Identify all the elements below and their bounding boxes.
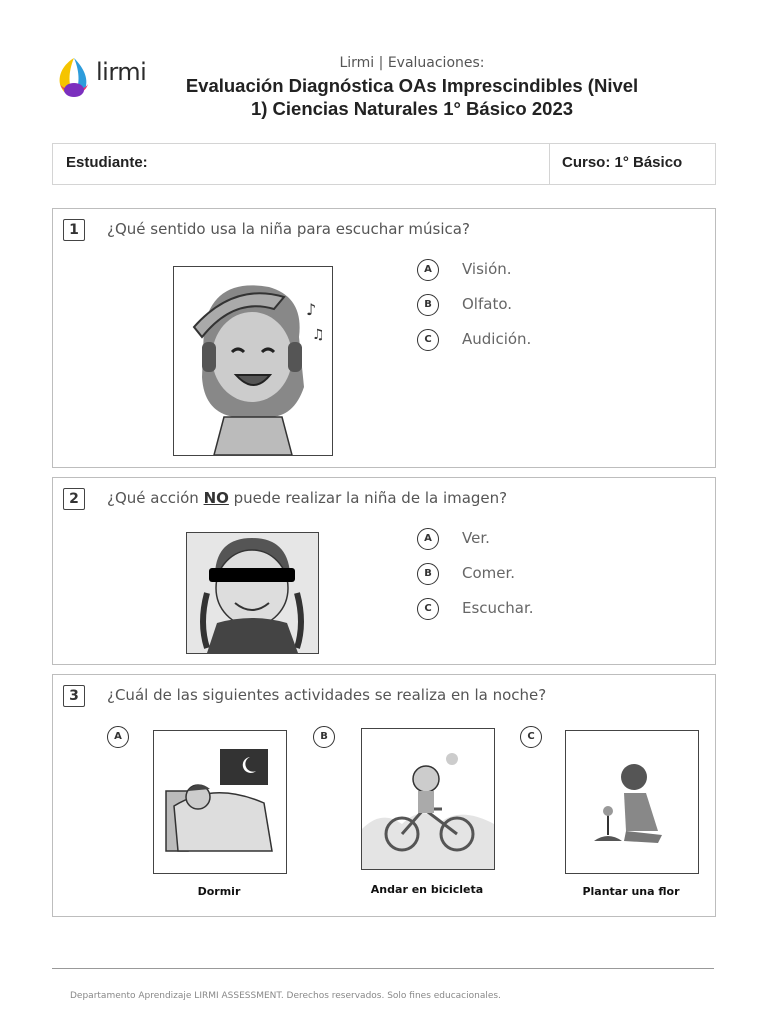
option-letter: C xyxy=(417,329,439,351)
question-3 xyxy=(52,674,716,917)
option-letter: C xyxy=(417,598,439,620)
page-title xyxy=(160,74,664,120)
option-c-caption: Plantar una flor xyxy=(582,885,680,898)
title-line-2: 1) Ciencias Naturales 1° Básico 2023 xyxy=(250,98,574,119)
question-text-start: ¿Qué acción xyxy=(107,489,204,507)
bicycle-child-image[interactable] xyxy=(361,728,495,870)
option-letter: B xyxy=(417,563,439,585)
svg-text:♪: ♪ xyxy=(306,300,317,319)
question-text: ¿Cuál de las siguientes actividades se realiza en la noche? xyxy=(107,686,547,704)
option-text: Comer. xyxy=(462,564,516,582)
logo-text: lirmi xyxy=(96,58,147,86)
option-letter: A xyxy=(417,259,439,281)
footer-divider xyxy=(52,968,714,969)
question-text-end: puede realizar la niña de la imagen? xyxy=(228,489,508,507)
footer-text: Departamento Aprendizaje LIRMI ASSESSMENT. Derechos reservados. Solo fines educacionales. xyxy=(70,991,501,1001)
option-letter: A xyxy=(417,528,439,550)
question-text xyxy=(107,489,507,507)
svg-text:♫: ♫ xyxy=(312,327,325,343)
option-text: Audición. xyxy=(462,330,532,348)
question-emphasis: NO xyxy=(203,489,229,507)
lirmi-logo-icon xyxy=(54,56,94,100)
sleeping-child-image[interactable] xyxy=(153,730,287,874)
question-number: 3 xyxy=(63,685,85,707)
question-number: 2 xyxy=(63,488,85,510)
question-number: 1 xyxy=(63,219,85,241)
girl-headphones-image xyxy=(173,266,333,456)
option-a-caption: Dormir xyxy=(197,885,241,898)
question-1 xyxy=(52,208,716,468)
option-text: Ver. xyxy=(462,529,490,547)
option-letter: B xyxy=(417,294,439,316)
lirmi-logo xyxy=(54,56,154,100)
option-text: Olfato. xyxy=(462,295,513,313)
planting-child-image[interactable] xyxy=(565,730,699,874)
blindfolded-girl-image xyxy=(186,532,319,654)
header-subtitle: Lirmi | Evaluaciones: xyxy=(339,55,485,71)
question-text: ¿Qué sentido usa la niña para escuchar música? xyxy=(107,220,470,238)
option-letter: A xyxy=(107,726,129,748)
student-label: Estudiante: xyxy=(66,154,148,171)
option-letter: C xyxy=(520,726,542,748)
course-cell xyxy=(549,144,715,184)
option-b-caption: Andar en bicicleta xyxy=(370,883,484,896)
title-line-1: Evaluación Diagnóstica OAs Imprescindibles (Nivel xyxy=(185,75,639,96)
option-letter: B xyxy=(313,726,335,748)
option-text: Visión. xyxy=(462,260,512,278)
student-info-box xyxy=(52,143,716,185)
question-2 xyxy=(52,477,716,665)
option-text: Escuchar. xyxy=(462,599,534,617)
course-label: Curso: 1° Básico xyxy=(562,154,683,171)
